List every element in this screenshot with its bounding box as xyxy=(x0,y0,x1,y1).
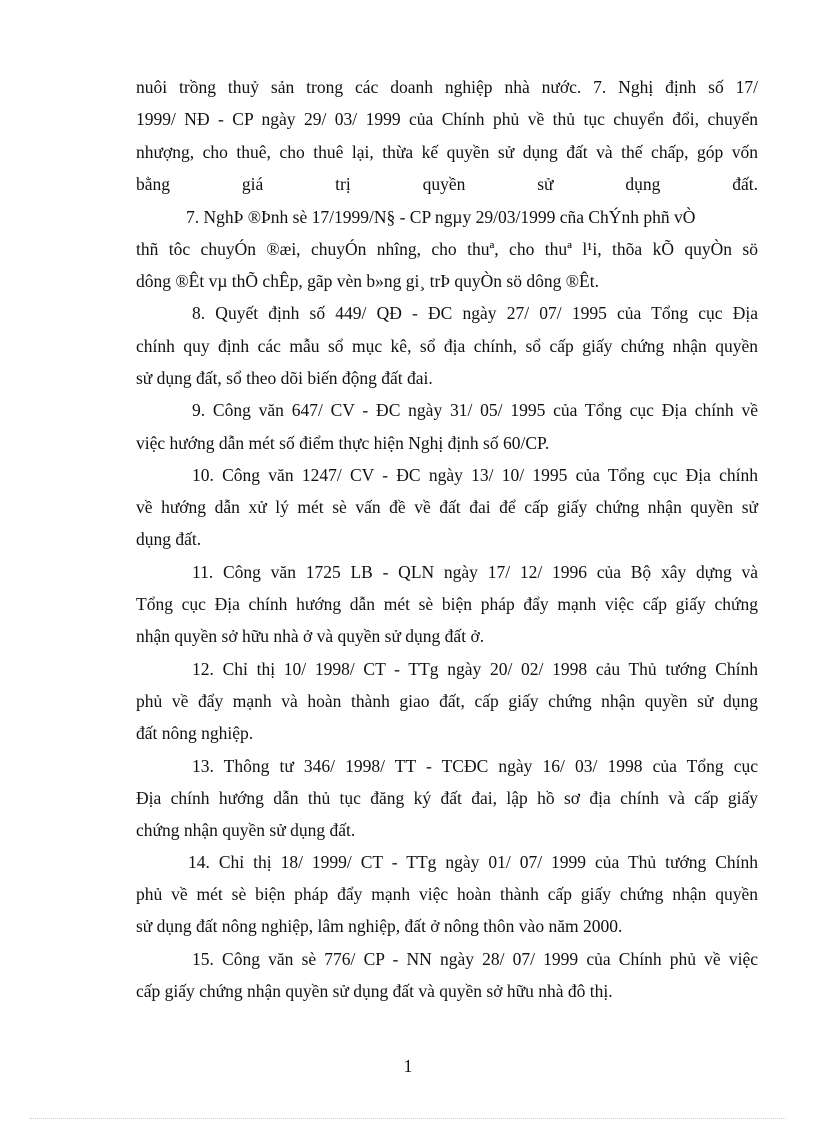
text-line: 15. Công văn sè 776/ CP - NN ngày 28/ 07/ 1999 của Chính phủ về việc xyxy=(192,949,758,969)
text-line: việc hướng dẫn mét số điểm thực hiện Nghị định số 60/CP. xyxy=(136,433,550,453)
text-line: thñ tôc chuyÓn ®æi, chuyÓn nhîng, cho thuª, cho thuª l¹i, thõa kÕ quyÒn sö xyxy=(136,239,758,259)
text-line: về hướng dẫn xử lý mét sè vấn đề về đất đai để cấp giấy chứng nhận quyền sử xyxy=(136,497,758,517)
text-line: 8. Quyết định số 449/ QĐ - ĐC ngày 27/ 07/ 1995 của Tổng cục Địa xyxy=(192,303,758,323)
text-line: 11. Công văn 1725 LB - QLN ngày 17/ 12/ 1996 của Bộ xây dựng và xyxy=(192,562,758,582)
text-line: cấp giấy chứng nhận quyền sử dụng đất và quyền sở hữu nhà đô thị. xyxy=(136,981,613,1001)
text-line: phủ về mét sè biện pháp đẩy mạnh việc hoàn thành cấp giấy chứng nhận quyền xyxy=(136,884,758,904)
text-line: Tổng cục Địa chính hướng dẫn mét sè biện pháp đẩy mạnh việc cấp giấy chứng xyxy=(136,594,758,614)
text-line: nhượng, cho thuê, cho thuê lại, thừa kế quyền sử dụng đất và thế chấp, góp vốn xyxy=(136,142,758,162)
text-line: chứng nhận quyền sử dụng đất. xyxy=(136,820,356,840)
text-line: nhận quyền sở hữu nhà ở và quyền sử dụng đất ở. xyxy=(136,626,485,646)
text-line: chính quy định các mẫu sổ mục kê, sổ địa chính, sổ cấp giấy chứng nhận quyền xyxy=(136,336,758,356)
text-line: 1999/ NĐ - CP ngày 29/ 03/ 1999 của Chính phủ về thủ tục chuyển đổi, chuyển xyxy=(136,109,758,129)
text-line: 7. NghÞ ®Þnh sè 17/1999/N§ - CP ngµy 29/03/1999 cña ChÝnh phñ vÒ xyxy=(186,207,696,227)
text-line: nuôi trồng thuỷ sản trong các doanh nghiệp nhà nước. 7. Nghị định số 17/ xyxy=(136,77,758,97)
text-line: sử dụng đất, sổ theo dõi biến động đất đai. xyxy=(136,368,433,388)
text-line: 9. Công văn 647/ CV - ĐC ngày 31/ 05/ 1995 của Tổng cục Địa chính về xyxy=(192,400,758,420)
text-line: dụng đất. xyxy=(136,529,202,549)
text-line: đất nông nghiệp. xyxy=(136,723,254,743)
page-number: 1 xyxy=(403,1056,413,1076)
text-line: Địa chính hướng dẫn thủ tục đăng ký đất đai, lập hồ sơ địa chính và cấp giấy xyxy=(136,788,758,808)
text-line: bằng giá trị quyền sử dụng đất. xyxy=(136,174,758,194)
text-line: 14. Chỉ thị 18/ 1999/ CT - TTg ngày 01/ 07/ 1999 của Thủ tướng Chính xyxy=(188,852,758,872)
page-bottom-divider xyxy=(30,1118,786,1119)
text-line: 12. Chỉ thị 10/ 1998/ CT - TTg ngày 20/ 02/ 1998 cảu Thủ tướng Chính xyxy=(192,659,758,679)
text-line: sử dụng đất nông nghiệp, lâm nghiệp, đất ở nông thôn vào năm 2000. xyxy=(136,916,623,936)
text-line: dông ®Êt vµ thÕ chÊp, gãp vèn b»ng gi¸ trÞ quyÒn sö dông ®Êt. xyxy=(136,271,599,291)
text-line: phủ về đẩy mạnh và hoàn thành giao đất, cấp giấy chứng nhận quyền sử dụng xyxy=(136,691,758,711)
text-line: 13. Thông tư 346/ 1998/ TT - TCĐC ngày 16/ 03/ 1998 của Tổng cục xyxy=(192,756,758,776)
text-line: 10. Công văn 1247/ CV - ĐC ngày 13/ 10/ 1995 của Tổng cục Địa chính xyxy=(192,465,758,485)
